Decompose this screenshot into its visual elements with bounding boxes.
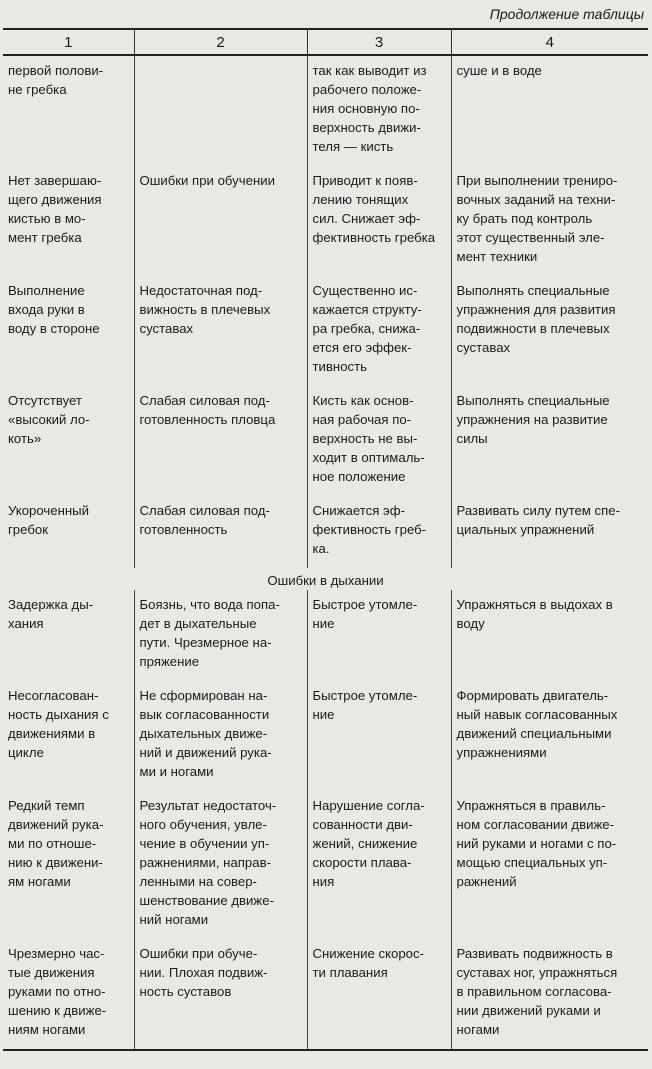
- correction-cell: суше и в воде: [451, 55, 648, 166]
- cause-cell: Не сформирован на- вык согласованности дыхательных движе- ний и движений рука- ми и ногами: [134, 681, 307, 791]
- correction-cell: Развивать подвижность в суставах ног, упражняться в правильном согласова- нии движений руками и ногами: [451, 939, 648, 1050]
- column-header-4: 4: [451, 29, 648, 55]
- error-cell: Нет завершаю- щего движения кистью в мо- мент гребка: [3, 166, 134, 276]
- correction-cell: Формировать двигатель- ный навык согласованных движений специальными упражнениями: [451, 681, 648, 791]
- correction-cell: Развивать силу путем спе- циальных упражнений: [451, 496, 648, 568]
- consequence-cell: так как выводит из рабочего положе- ния основную по- верхность движи- теля — кисть: [307, 55, 451, 166]
- cause-cell: Ошибки при обуче- нии. Плохая подвиж- ность суставов: [134, 939, 307, 1050]
- consequence-cell: Быстрое утомле- ние: [307, 681, 451, 791]
- section-title: Ошибки в дыхании: [267, 573, 384, 588]
- cause-cell: Боязнь, что вода попа- дет в дыхательные пути. Чрезмерное на- пряжение: [134, 590, 307, 681]
- column-header-1: 1: [3, 29, 134, 55]
- table-row: [3, 681, 648, 791]
- consequence-cell: Снижение скорос- ти плавания: [307, 939, 451, 1050]
- section-row: [3, 568, 648, 590]
- error-cell: Задержка ды- хания: [3, 590, 134, 681]
- cause-cell: Ошибки при обучении: [134, 166, 307, 276]
- correction-cell: Упражняться в выдохах в воду: [451, 590, 648, 681]
- error-cell: Чрезмерно час- тые движения руками по отно- шению к движе- ниям ногами: [3, 939, 134, 1050]
- table-continuation-caption: Продолжение таблицы: [489, 6, 644, 22]
- consequence-cell: Приводит к появ- лению тонящих сил. Снижает эф- фективность гребка: [307, 166, 451, 276]
- table-row: [3, 791, 648, 939]
- consequence-cell: Снижается эф- фективность греб- ка.: [307, 496, 451, 568]
- error-cell: первой полови- не гребка: [3, 55, 134, 166]
- correction-cell: Выполнять специальные упражнения для развития подвижности в плечевых суставах: [451, 276, 648, 386]
- header-row: [3, 29, 648, 55]
- correction-cell: Выполнять специальные упражнения на развитие силы: [451, 386, 648, 496]
- error-cell: Выполнение входа руки в воду в стороне: [3, 276, 134, 386]
- error-cell: Несогласован- ность дыхания с движениями в цикле: [3, 681, 134, 791]
- cause-cell: Результат недостаточ- ного обучения, увле- чение в обучении уп- ражнениями, направ- ленными на совер- шенствование движе- ний ногами: [134, 791, 307, 939]
- consequence-cell: Быстрое утомле- ние: [307, 590, 451, 681]
- correction-cell: При выполнении трениро- вочных заданий на техни- ку брать под контроль этот существенный эле- мент техники: [451, 166, 648, 276]
- error-cell: Редкий темп движений рука- ми по отноше- нию к движени- ям ногами: [3, 791, 134, 939]
- table-row: [3, 386, 648, 496]
- consequence-cell: Существенно ис- кажается структу- ра гребка, снижа- ется его эффек- тивность: [307, 276, 451, 386]
- error-cell: Отсутствует «высокий ло- коть»: [3, 386, 134, 496]
- cause-cell: [134, 55, 307, 166]
- column-header-2: 2: [134, 29, 307, 55]
- table-row: [3, 166, 648, 276]
- cause-cell: Слабая силовая под- готовленность пловца: [134, 386, 307, 496]
- column-header-3: 3: [307, 29, 451, 55]
- table-row: [3, 590, 648, 681]
- consequence-cell: Нарушение согла- сованности дви- жений, снижение скорости плава- ния: [307, 791, 451, 939]
- cause-cell: Слабая силовая под- готовленность: [134, 496, 307, 568]
- consequence-cell: Кисть как основ- ная рабочая по- верхность не вы- ходит в оптималь- ное положение: [307, 386, 451, 496]
- cause-cell: Недостаточная под- вижность в плечевых суставах: [134, 276, 307, 386]
- error-cell: Укороченный гребок: [3, 496, 134, 568]
- errors-table: [3, 28, 648, 1051]
- table-body: [3, 55, 648, 1050]
- table-row: [3, 55, 648, 166]
- table-row: [3, 496, 648, 568]
- correction-cell: Упражняться в правиль- ном согласовании движе- ний руками и ногами с по- мощью специальных уп- ражнений: [451, 791, 648, 939]
- table-row: [3, 939, 648, 1050]
- table-row: [3, 276, 648, 386]
